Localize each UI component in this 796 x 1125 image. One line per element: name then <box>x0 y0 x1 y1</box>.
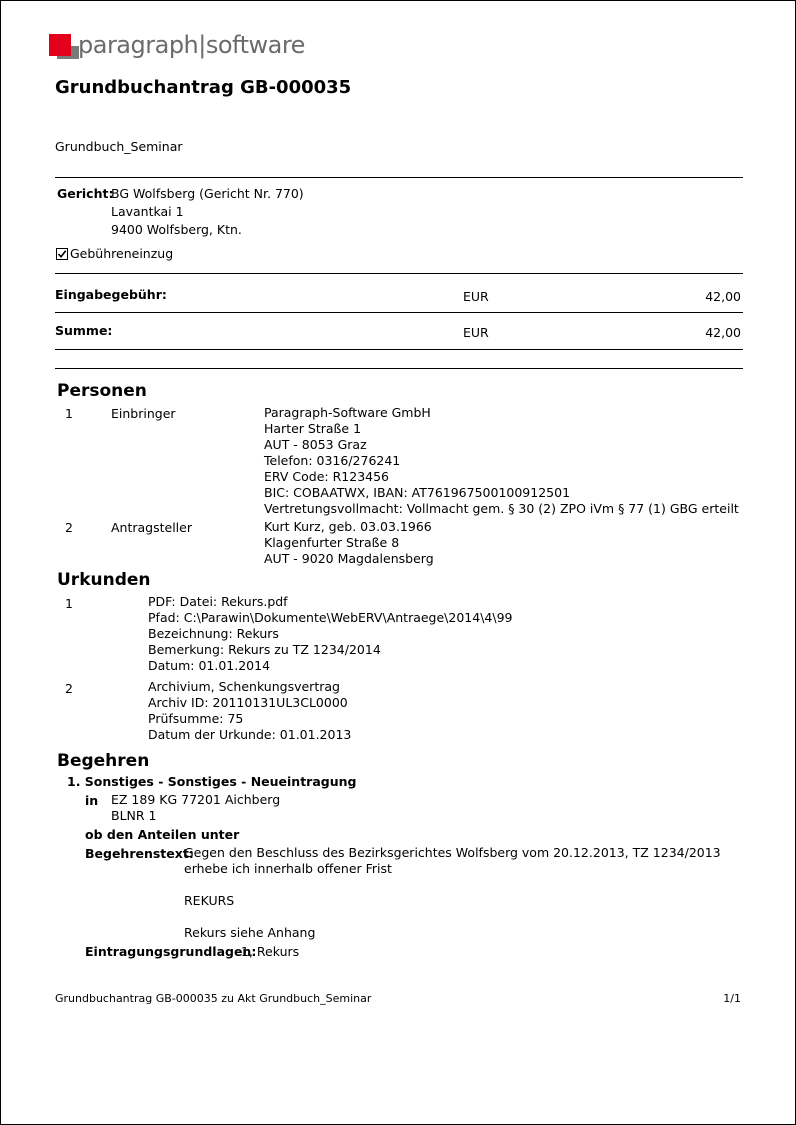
fee-row-amount: 42,00 <box>705 289 741 304</box>
section-heading-requests: Begehren <box>57 751 150 771</box>
person-number: 2 <box>65 520 73 535</box>
person-detail-line: Kurt Kurz, geb. 03.03.1966 <box>264 519 432 534</box>
person-details <box>264 519 434 567</box>
request-basis-label: Eintragungsgrundlagen: <box>85 944 257 959</box>
checkmark-icon <box>57 249 67 259</box>
request-text-blank <box>184 909 721 925</box>
sum-row-currency: EUR <box>463 325 489 340</box>
fee-collection-checkbox[interactable] <box>56 248 68 260</box>
person-detail-line: Paragraph-Software GmbH <box>264 405 431 420</box>
document-detail-line: PDF: Datei: Rekurs.pdf <box>148 594 288 609</box>
section-heading-documents: Urkunden <box>57 570 151 590</box>
request-text-label: Begehrenstext: <box>85 846 194 861</box>
page-title: Grundbuchantrag GB-000035 <box>55 77 352 98</box>
person-detail-line: ERV Code: R123456 <box>264 469 390 484</box>
request-text-blank <box>184 877 721 893</box>
fee-row-label: Eingabegebühr: <box>55 287 167 302</box>
logo-red-square <box>49 34 71 56</box>
footer-text: Grundbuchantrag GB-000035 zu Akt Grundbuch_Seminar <box>55 992 372 1005</box>
person-details <box>264 405 739 517</box>
person-detail-line: AUT - 9020 Magdalensberg <box>264 551 434 566</box>
divider <box>55 177 743 178</box>
sum-row-label: Summe: <box>55 323 113 338</box>
fee-row-currency: EUR <box>463 289 489 304</box>
document-detail-line: Datum: 01.01.2014 <box>148 658 271 673</box>
section-heading-persons: Personen <box>57 381 147 401</box>
divider <box>55 312 743 313</box>
court-name: BG Wolfsberg (Gericht Nr. 770) <box>111 186 304 201</box>
sum-row-amount: 42,00 <box>705 325 741 340</box>
request-in-label: in <box>85 793 99 808</box>
document-details <box>148 679 351 743</box>
document-detail-line: Bezeichnung: Rekurs <box>148 626 279 641</box>
request-item-title: 1. Sonstiges - Sonstiges - Neueintragung <box>67 774 357 789</box>
request-text-line: Gegen den Beschluss des Bezirksgerichtes Wolfsberg vom 20.12.2013, TZ 1234/2013 <box>184 845 721 860</box>
document-detail-line: Prüfsumme: 75 <box>148 711 244 726</box>
person-detail-line: Telefon: 0316/276241 <box>264 453 401 468</box>
document-detail-line: Pfad: C:\Parawin\Dokumente\WebERV\Antraege\2014\4\99 <box>148 610 513 625</box>
court-city: 9400 Wolfsberg, Ktn. <box>111 222 242 237</box>
request-in-line: EZ 189 KG 77201 Aichberg <box>111 792 281 807</box>
document-number: 1 <box>65 596 73 611</box>
court-street: Lavantkai 1 <box>111 204 184 219</box>
person-role: Antragsteller <box>111 520 192 535</box>
divider <box>55 368 743 369</box>
person-detail-line: Klagenfurter Straße 8 <box>264 535 400 550</box>
request-text-line: Rekurs siehe Anhang <box>184 925 316 940</box>
document-number: 2 <box>65 681 73 696</box>
request-text-line: erhebe ich innerhalb offener Frist <box>184 861 392 876</box>
person-detail-line: Harter Straße 1 <box>264 421 362 436</box>
document-details <box>148 594 512 674</box>
document-detail-line: Archiv ID: 20110131UL3CL0000 <box>148 695 348 710</box>
document-detail-line: Archivium, Schenkungsvertrag <box>148 679 340 694</box>
request-text-line: REKURS <box>184 893 235 908</box>
document-detail-line: Bemerkung: Rekurs zu TZ 1234/2014 <box>148 642 381 657</box>
divider <box>55 349 743 350</box>
request-in-line: BLNR 1 <box>111 808 157 823</box>
divider <box>55 273 743 274</box>
request-basis-value: 1, Rekurs <box>241 944 300 959</box>
person-detail-line: Vertretungsvollmacht: Vollmacht gem. § 30 (2) ZPO iVm § 77 (1) GBG erteilt <box>264 501 739 516</box>
request-in-details <box>111 792 280 824</box>
court-label: Gericht: <box>57 186 114 201</box>
request-shares-label: ob den Anteilen unter <box>85 827 240 842</box>
person-detail-line: AUT - 8053 Graz <box>264 437 367 452</box>
footer-page-number: 1/1 <box>723 992 741 1005</box>
person-detail-line: BIC: COBAATWX, IBAN: AT761967500100912501 <box>264 485 571 500</box>
person-number: 1 <box>65 406 73 421</box>
logo-text: paragraph|software <box>78 31 305 59</box>
request-text <box>184 845 721 941</box>
person-role: Einbringer <box>111 406 176 421</box>
fee-collection-label: Gebühreneinzug <box>70 246 174 261</box>
case-name: Grundbuch_Seminar <box>55 139 183 154</box>
document-detail-line: Datum der Urkunde: 01.01.2013 <box>148 727 352 742</box>
